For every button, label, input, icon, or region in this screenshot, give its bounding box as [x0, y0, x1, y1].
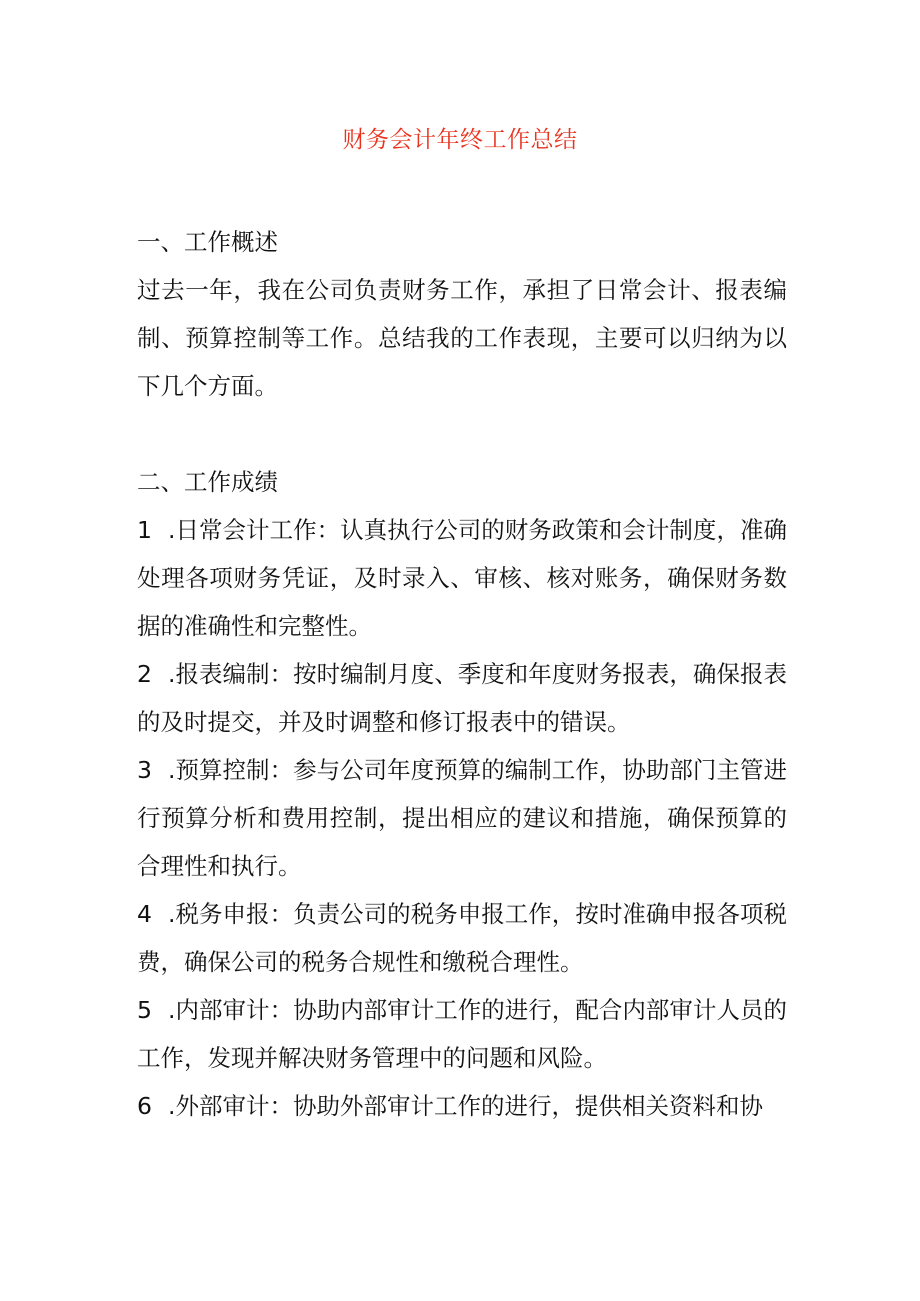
- list-item-text: .预算控制：参与公司年度预算的编制工作，协助部门主管进行预算分析和费用控制，提出相应的建议和措施，确保预算的合理性和执行。: [137, 756, 787, 880]
- section-heading-achievements: 二、工作成绩: [137, 468, 278, 496]
- list-item-text: .税务申报：负责公司的税务申报工作，按时准确申报各项税费，确保公司的税务合规性和缴税合理性。: [137, 900, 787, 976]
- list-item-text: .报表编制：按时编制月度、季度和年度财务报表，确保报表的及时提交，并及时调整和修订报表中的错误。: [137, 660, 787, 736]
- list-item: [137, 746, 787, 890]
- list-item: [137, 650, 787, 746]
- list-item: [137, 506, 787, 650]
- list-item-number: 5: [137, 996, 152, 1024]
- list-item-text: .外部审计：协助外部审计工作的进行，提供相关资料和协: [168, 1092, 763, 1120]
- list-item-number: 3: [137, 756, 152, 784]
- document-title: 财务会计年终工作总结: [342, 127, 578, 153]
- list-item: [137, 890, 787, 986]
- list-item-number: 1: [137, 516, 152, 544]
- list-item-number: 2: [137, 660, 152, 688]
- section-spacer: [137, 410, 787, 458]
- section-heading-overview: 一、工作概述: [137, 228, 278, 256]
- list-item-text: .内部审计：协助内部审计工作的进行，配合内部审计人员的工作，发现并解决财务管理中的问题和风险。: [137, 996, 787, 1072]
- list-item-number: 6: [137, 1092, 152, 1120]
- overview-paragraph: 过去一年，我在公司负责财务工作，承担了日常会计、报表编制、预算控制等工作。总结我的工作表现，主要可以归纳为以下几个方面。: [137, 276, 787, 400]
- list-item-number: 4: [137, 900, 152, 928]
- list-item: [137, 986, 787, 1082]
- document-body: [137, 218, 787, 1130]
- list-item: [137, 1082, 787, 1130]
- list-item-text: .日常会计工作：认真执行公司的财务政策和会计制度，准确处理各项财务凭证，及时录入、审核、核对账务，确保财务数据的准确性和完整性。: [137, 516, 787, 640]
